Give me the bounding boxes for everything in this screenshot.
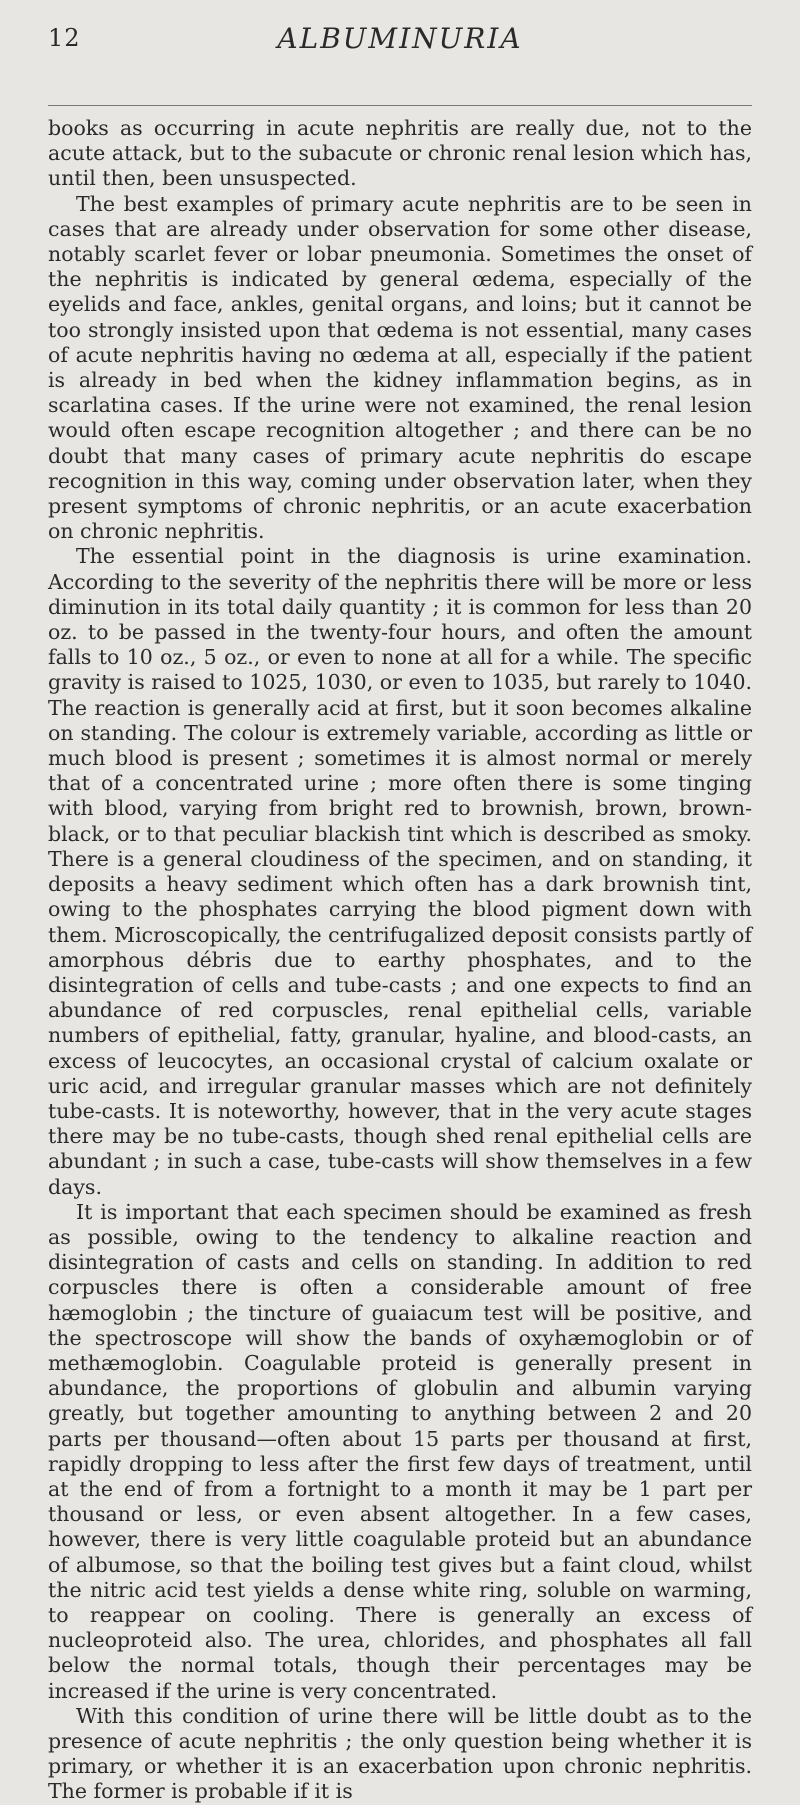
paragraph: The best examples of primary acute nephritis are to be seen in cases that are already under observation for some other disease, notably scarlet fever or lobar pneumonia. Sometimes the onset of the nephritis is indicated by general œdema, especially of the eyelids and face, ankles, genital organs, and loins; but it cannot be too strongly insisted upon that œdema is not essential, many cases of acute nephritis having no œdema at all, especially if the patient is already in bed when the kidney inflammation begins, as in scarlatina cases. If the urine were not examined, the renal lesion would often escape recognition altogether ; and there can be no doubt that many cases of primary acute nephritis do escape recognition in this way, coming under observation later, when they present symptoms of chronic nephritis, or an acute exacerbation on chronic nephritis. [48, 191, 752, 544]
paragraph: With this condition of urine there will be little doubt as to the presence of acute nephritis ; the only question being whether it is primary, or whether it is an exacerbation upon chronic nephritis. The former is probable if it is [48, 1703, 752, 1804]
header-rule [48, 105, 752, 106]
paragraph: The essential point in the diagnosis is urine examination. According to the severity of the nephritis there will be more or less diminution in its total daily quantity ; it is common for less than 20 oz. to be passed in the twenty-four hours, and often the amount falls to 10 oz., 5 oz., or even to none at all for a while. The specific gravity is raised to 1025, 1030, or even to 1035, but rarely to 1040. The reaction is generally acid at first, but it soon becomes alkaline on standing. The colour is extremely variable, according as little or much blood is present ; sometimes it is almost normal or merely that of a concentrated urine ; more often there is some tinging with blood, varying from bright red to brownish, brown, brown-black, or to that peculiar blackish tint which is described as smoky. There is a general cloudiness of the specimen, and on standing, it deposits a heavy sediment which often has a dark brownish tint, owing to the phosphates carrying the blood pigment down with them. Microscopically, the centrifugalized deposit consists partly of amorphous débris due to earthy phosphates, and to the disintegration of cells and tube-casts ; and one expects to find an abundance of red corpuscles, renal epithelial cells, variable numbers of epithelial, fatty, granular, hyaline, and blood-casts, an excess of leucocytes, an occasional crystal of calcium oxalate or uric acid, and irregular granular masses which are not definitely tube-casts. It is noteworthy, however, that in the very acute stages there may be no tube-casts, though shed renal epithelial cells are abundant ; in such a case, tube-casts will show themselves in a few days. [48, 544, 752, 1199]
page-header [48, 20, 752, 60]
paragraph: It is important that each specimen should be examined as fresh as possible, owing to the tendency to alkaline reaction and disintegration of casts and cells on standing. In addition to red corpuscles there is often a considerable amount of free hæmoglobin ; the tincture of guaiacum test will be positive, and the spectroscope will show the bands of oxyhæmoglobin or of methæmoglobin. Coagulable proteid is generally present in abundance, the proportions of globulin and albumin varying greatly, but together amounting to anything between 2 and 20 parts per thousand—often about 15 parts per thousand at first, rapidly dropping to less after the first few days of treatment, until at the end of from a fortnight to a month it may be 1 part per thousand or less, or even absent altogether. In a few cases, however, there is very little coagulable proteid but an abundance of albumose, so that the boiling test gives but a faint cloud, whilst the nitric acid test yields a dense white ring, soluble on warming, to reappear on cooling. There is generally an excess of nucleoproteid also. The urea, chlorides, and phosphates all fall below the normal totals, though their percentages may be increased if the urine is very concentrated. [48, 1199, 752, 1703]
running-title: ALBUMINURIA [277, 22, 523, 55]
paragraph: books as occurring in acute nephritis are really due, not to the acute attack, but to the subacute or chronic renal lesion which has, until then, been unsuspected. [48, 116, 752, 191]
body-text [48, 116, 752, 1805]
page-number: 12 [48, 24, 81, 52]
